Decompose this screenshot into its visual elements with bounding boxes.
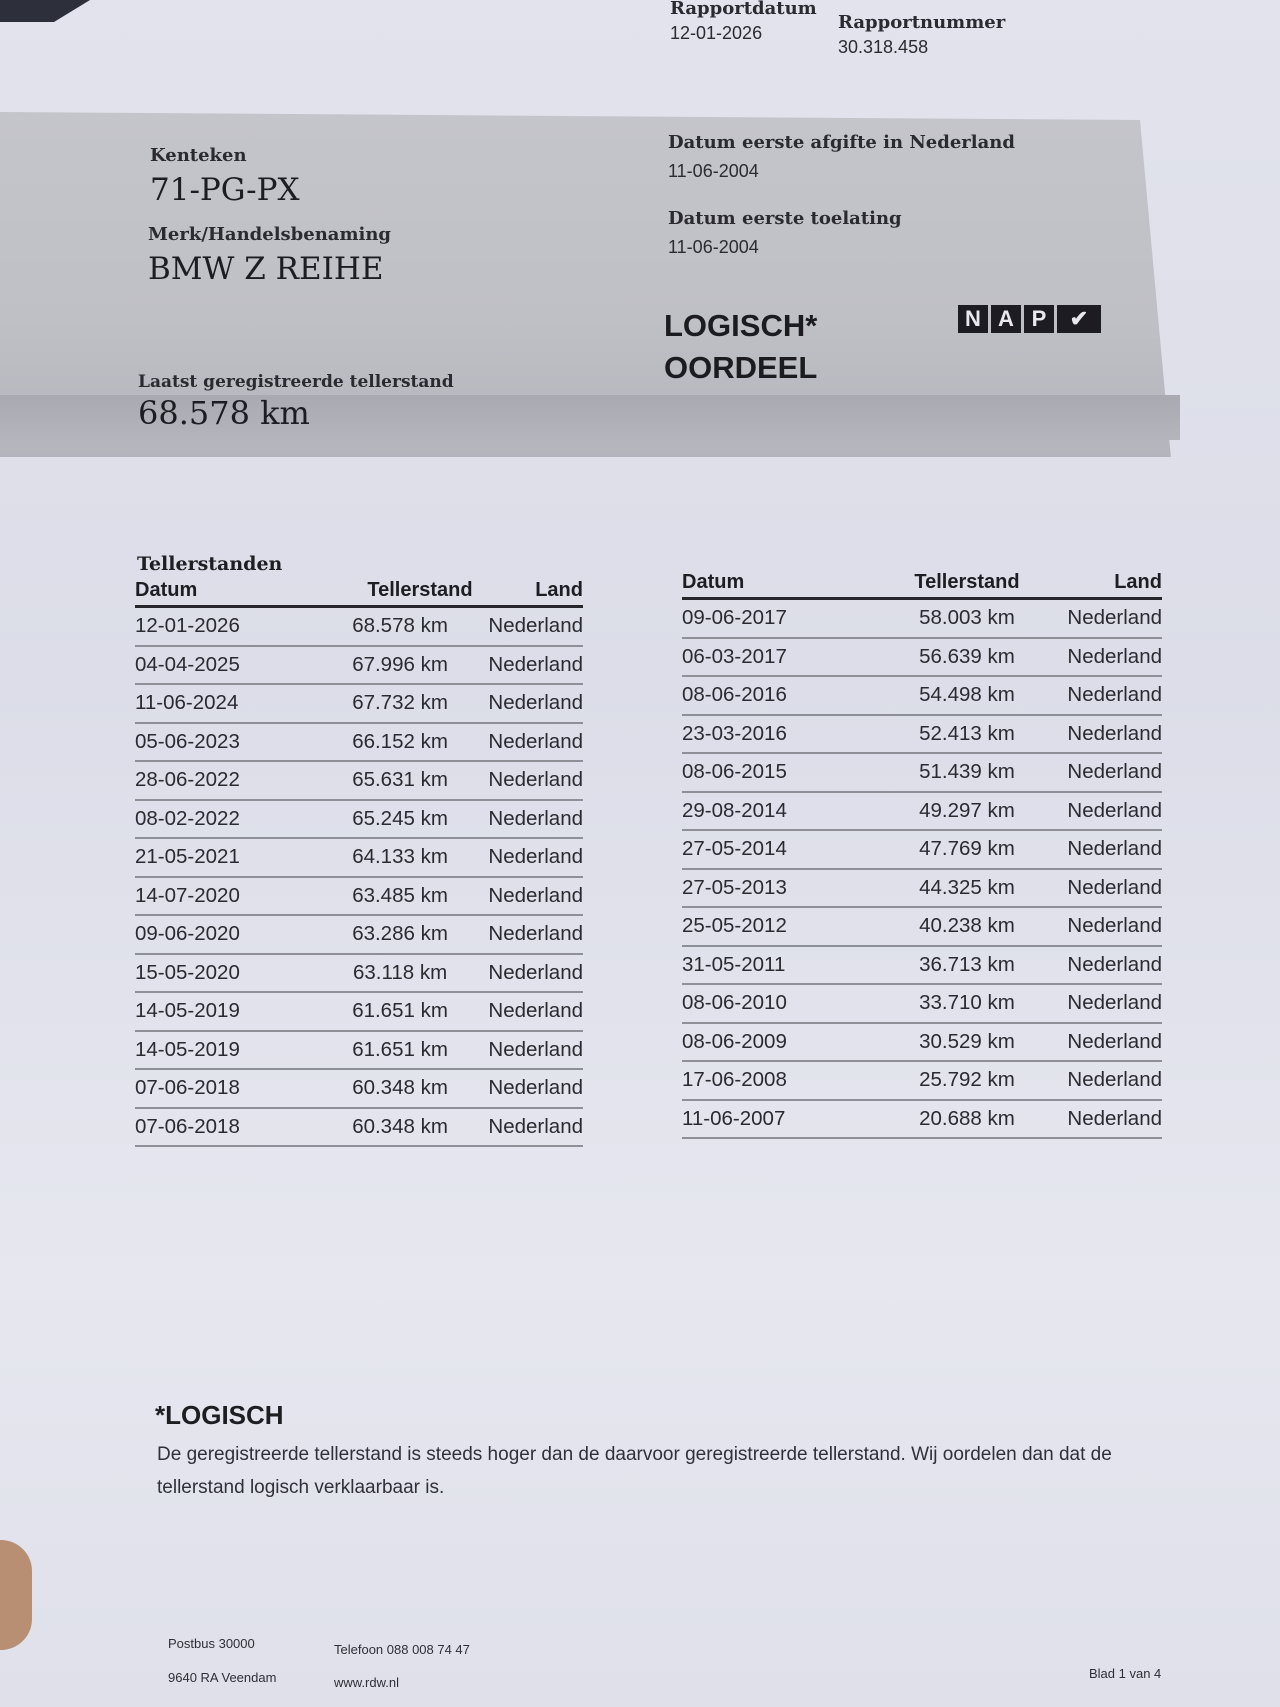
header-km: Tellerstand	[914, 571, 1020, 593]
row-date: 28-06-2022	[135, 768, 240, 792]
row-date: 29-08-2014	[682, 798, 787, 822]
row-date: 09-06-2017	[682, 606, 787, 630]
row-km: 51.439 km	[919, 760, 1015, 784]
last-reading-value: 68.578 km	[138, 394, 310, 432]
row-country: Nederland	[1067, 875, 1162, 899]
row-date: 07-06-2018	[135, 1076, 240, 1100]
last-reading-field	[138, 372, 454, 432]
row-km: 68.578 km	[352, 614, 448, 638]
row-date: 08-06-2016	[682, 683, 787, 707]
row-country: Nederland	[1067, 644, 1162, 668]
plate-field	[150, 145, 300, 208]
table-row	[135, 955, 583, 994]
note-text: De geregistreerde tellerstand is steeds hoger dan de daarvoor geregistreerde tellerstand. Wij oordelen dan dat de tellerstand logisch verklaarbaar is.	[157, 1444, 1112, 1498]
nap-letter-n: N	[958, 305, 988, 333]
table-row	[682, 1024, 1162, 1063]
report-date	[670, 0, 817, 44]
table-row	[135, 839, 583, 878]
row-date: 15-05-2020	[135, 960, 240, 984]
row-km: 67.732 km	[352, 691, 448, 715]
row-km: 54.498 km	[919, 683, 1015, 707]
report-number-value: 30.318.458	[838, 37, 929, 57]
row-date: 23-03-2016	[682, 721, 787, 745]
first-admission-value: 11-06-2004	[668, 237, 759, 257]
footer-phone: Telefoon 088 008 74 47	[334, 1642, 470, 1657]
row-km: 63.118 km	[352, 960, 448, 984]
row-km: 60.348 km	[352, 1114, 448, 1138]
plate-value: 71-PG-PX	[150, 172, 300, 208]
report-number	[838, 12, 1005, 58]
row-country: Nederland	[488, 652, 583, 676]
table-row	[135, 1032, 583, 1071]
readings-title: Tellerstanden	[137, 553, 283, 575]
header-date: Datum	[135, 579, 198, 601]
finger	[0, 1540, 32, 1650]
table-row	[135, 993, 583, 1032]
row-date: 12-01-2026	[135, 614, 240, 638]
table-row	[682, 870, 1162, 909]
verdict-line-1: LOGISCH*	[664, 308, 818, 343]
row-km: 65.245 km	[352, 806, 448, 830]
row-date: 08-06-2009	[682, 1029, 787, 1053]
table-row	[135, 1109, 583, 1148]
table-row	[135, 801, 583, 840]
row-date: 21-05-2021	[135, 845, 240, 869]
row-date: 06-03-2017	[682, 644, 787, 668]
table-row	[682, 754, 1162, 793]
footer-postbus: Postbus 30000	[168, 1636, 255, 1651]
footer-website: www.rdw.nl	[334, 1675, 400, 1690]
header-country: Land	[1114, 571, 1162, 593]
row-country: Nederland	[488, 960, 583, 984]
table-row	[135, 916, 583, 955]
row-km: 66.152 km	[352, 729, 448, 753]
row-km: 63.485 km	[352, 883, 448, 907]
row-date: 31-05-2011	[682, 952, 786, 976]
table-row	[682, 600, 1162, 639]
row-km: 36.713 km	[919, 952, 1015, 976]
row-date: 27-05-2013	[682, 875, 787, 899]
row-date: 14-05-2019	[135, 999, 240, 1023]
first-registration-nl-label: Datum eerste afgifte in Nederland	[668, 132, 1015, 153]
row-km: 58.003 km	[919, 606, 1015, 630]
table-row	[135, 685, 583, 724]
verdict-line-2: OORDEEL	[664, 350, 818, 385]
row-country: Nederland	[1067, 1068, 1162, 1092]
nap-logo	[958, 305, 1101, 333]
table-row	[135, 724, 583, 763]
row-date: 11-06-2007	[682, 1106, 786, 1130]
check-icon: ✔	[1057, 305, 1101, 333]
table-row	[135, 647, 583, 686]
first-registration-nl-value: 11-06-2004	[668, 161, 759, 181]
row-country: Nederland	[1067, 606, 1162, 630]
first-registration-nl-field	[668, 132, 1015, 182]
table-row	[682, 793, 1162, 832]
row-country: Nederland	[488, 614, 583, 638]
row-country: Nederland	[1067, 721, 1162, 745]
row-date: 25-05-2012	[682, 914, 787, 938]
row-date: 27-05-2014	[682, 837, 787, 861]
table-row	[682, 985, 1162, 1024]
row-country: Nederland	[1067, 914, 1162, 938]
report-date-label: Rapportdatum	[670, 0, 817, 19]
row-country: Nederland	[488, 1114, 583, 1138]
row-date: 07-06-2018	[135, 1114, 240, 1138]
last-reading-label: Laatst geregistreerde tellerstand	[138, 372, 454, 392]
table-row	[682, 908, 1162, 947]
row-country: Nederland	[488, 922, 583, 946]
row-km: 64.133 km	[352, 845, 448, 869]
row-country: Nederland	[488, 1076, 583, 1100]
row-country: Nederland	[488, 1037, 583, 1061]
row-km: 61.651 km	[352, 1037, 448, 1061]
brand-label: Merk/Handelsbenaming	[148, 224, 392, 245]
nap-letter-p: P	[1024, 305, 1054, 333]
row-km: 60.348 km	[352, 1076, 448, 1100]
brand-field	[148, 224, 391, 287]
row-km: 40.238 km	[919, 914, 1015, 938]
row-country: Nederland	[488, 999, 583, 1023]
row-date: 14-05-2019	[135, 1037, 240, 1061]
row-date: 08-02-2022	[135, 806, 240, 830]
table-row	[135, 878, 583, 917]
note-title: *LOGISCH	[155, 1400, 284, 1430]
report-date-value: 12-01-2026	[670, 23, 763, 43]
row-country: Nederland	[488, 691, 583, 715]
row-country: Nederland	[488, 729, 583, 753]
table-row	[135, 1070, 583, 1109]
row-country: Nederland	[1067, 1106, 1162, 1130]
row-date: 09-06-2020	[135, 922, 240, 946]
table-header	[135, 578, 583, 608]
table-row	[682, 716, 1162, 755]
readings-table-right	[682, 570, 1162, 1139]
footer-city: 9640 RA Veendam	[168, 1670, 277, 1685]
readings-table-left	[135, 578, 583, 1147]
row-km: 20.688 km	[919, 1106, 1015, 1130]
row-country: Nederland	[1067, 1029, 1162, 1053]
row-km: 49.297 km	[919, 798, 1015, 822]
row-country: Nederland	[1067, 837, 1162, 861]
table-row	[682, 639, 1162, 678]
corner-graphic	[0, 0, 90, 22]
first-admission-field	[668, 208, 902, 258]
row-date: 04-04-2025	[135, 652, 240, 676]
table-row	[135, 608, 583, 647]
table-header	[682, 570, 1162, 600]
table-row	[135, 762, 583, 801]
row-km: 63.286 km	[352, 922, 448, 946]
row-km: 65.631 km	[352, 768, 448, 792]
row-date: 05-06-2023	[135, 729, 240, 753]
row-km: 44.325 km	[919, 875, 1015, 899]
table-row	[682, 1101, 1162, 1140]
row-date: 17-06-2008	[682, 1068, 787, 1092]
row-km: 33.710 km	[919, 991, 1015, 1015]
row-country: Nederland	[1067, 683, 1162, 707]
row-km: 30.529 km	[919, 1029, 1015, 1053]
row-country: Nederland	[1067, 760, 1162, 784]
header-km: Tellerstand	[367, 579, 473, 601]
row-date: 11-06-2024	[135, 691, 239, 715]
row-country: Nederland	[488, 806, 583, 830]
row-date: 14-07-2020	[135, 883, 240, 907]
first-admission-label: Datum eerste toelating	[668, 208, 902, 229]
row-km: 67.996 km	[352, 652, 448, 676]
row-country: Nederland	[488, 883, 583, 907]
footer-page-number: Blad 1 van 4	[1089, 1666, 1162, 1681]
table-row	[682, 831, 1162, 870]
row-date: 08-06-2010	[682, 991, 787, 1015]
row-country: Nederland	[1067, 991, 1162, 1015]
row-country: Nederland	[488, 845, 583, 869]
row-country: Nederland	[1067, 952, 1162, 976]
row-km: 56.639 km	[919, 644, 1015, 668]
header-date: Datum	[682, 571, 745, 593]
row-km: 25.792 km	[919, 1068, 1015, 1092]
plate-label: Kenteken	[150, 145, 247, 166]
row-date: 08-06-2015	[682, 760, 787, 784]
header-country: Land	[535, 579, 583, 601]
row-country: Nederland	[488, 768, 583, 792]
row-km: 61.651 km	[352, 999, 448, 1023]
row-country: Nederland	[1067, 798, 1162, 822]
table-row	[682, 947, 1162, 986]
table-row	[682, 677, 1162, 716]
nap-letter-a: A	[991, 305, 1021, 333]
row-km: 47.769 km	[919, 837, 1015, 861]
table-row	[682, 1062, 1162, 1101]
report-number-label: Rapportnummer	[838, 12, 1006, 33]
row-km: 52.413 km	[919, 721, 1015, 745]
brand-value: BMW Z REIHE	[148, 251, 384, 287]
verdict-heading	[664, 305, 817, 389]
